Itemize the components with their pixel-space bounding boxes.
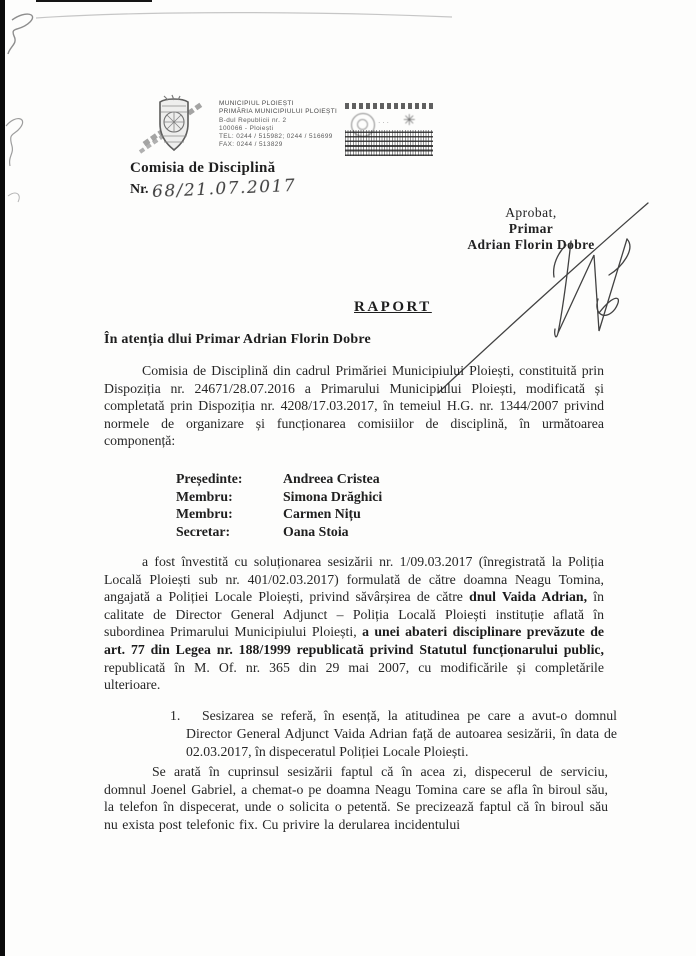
member-name: Oana Stoia xyxy=(283,524,349,540)
member-role: Președinte: xyxy=(176,471,243,486)
committee-members-table xyxy=(176,470,382,541)
scan-edge-strip xyxy=(0,0,5,956)
handwritten-number: 68/21.07.2017 xyxy=(151,175,297,203)
approval-name: Adrian Florin Dobre xyxy=(467,237,595,252)
table-row xyxy=(176,523,382,541)
list-item-number: 1. xyxy=(170,708,181,723)
closing-paragraph: Se arată în cuprinsul sesizării faptul că în acea zi, dispecerul de serviciu, domnul Joenel Gabriel, a chemat-o pe doamna Neagu Tomina care se afla în biroul său, la telefon în dispecerat, unde o solicita o petentă. Se precizează faptul că în biroul său nu exista post telefonic fix. Cu privire la derularea incidentului xyxy=(104,764,608,832)
member-role: Secretar: xyxy=(176,524,231,540)
attention-line: În atenția dlui Primar Adrian Florin Dobre xyxy=(104,332,371,347)
letterhead-address2: 100066 - Ploiești xyxy=(219,124,274,132)
letterhead-fax: FAX: 0244 / 513829 xyxy=(219,141,283,149)
investiture-paragraph xyxy=(104,553,604,694)
letterhead-address1: B-dul Republicii nr. 2 xyxy=(219,116,287,124)
table-row xyxy=(176,470,382,488)
corner-squiggle-artifact xyxy=(2,6,62,236)
committee-name-heading: Comisia de Disciplină xyxy=(130,160,276,176)
postage-meter-stamp xyxy=(345,103,435,159)
stamp-dense-text-block xyxy=(345,130,433,156)
list-item-1 xyxy=(170,707,617,760)
coat-of-arms-icon xyxy=(136,94,214,160)
member-name: Simona Drăghici xyxy=(283,488,383,504)
table-row xyxy=(176,505,382,523)
intro-paragraph: Comisia de Disciplină din cadrul Primăriei Municipiului Ploiești, constituită prin Dispoziția nr. 24671/28.07.2016 a Primarului Municipiului Ploiești, modificată și completată prin Dispoziția nr. 4208/17.03.2017, în temeiul H.G. nr. 1344/2007 privind normele de organizare și funcționarea comisiilor de disciplină, în următoarea componență: xyxy=(104,363,604,449)
number-label: Nr. xyxy=(130,182,149,197)
investiture-seg1: a fost învestită cu soluționarea sesizării nr. 1/09.03.2017 (înregistrată la Poliția Locală Ploiești sub nr. 401/02.03.2017) formulată de către doamna Neagu Tomina, angajată a Poliției Locale Ploiești, privind săvârșirea de către xyxy=(104,554,604,605)
approval-word: Aprobat, xyxy=(505,205,557,220)
list-item-text: Sesizarea se referă, în esență, la atitudinea pe care a avut-o domnul Director General Adjunct Vaida Adrian față de autoarea sesizării, în data de 02.03.2017, în dispeceratul Poliției Locale Ploiești. xyxy=(186,708,617,759)
stamp-barcode-icon xyxy=(345,103,433,109)
member-name: Carmen Nițu xyxy=(283,506,361,522)
investiture-bold-law: a unei abateri disciplinare prevăzute de art. 77 din Legea nr. 188/1999 republicată privind Statutul funcționarului public, xyxy=(104,624,604,657)
letterhead-org-line2: PRIMĂRIA MUNICIPIULUI PLOIEȘTI xyxy=(219,108,338,116)
table-row xyxy=(176,488,382,506)
letterhead-org-line1: MUNICIPIUL PLOIEȘTI xyxy=(219,100,294,107)
member-name: Andreea Cristea xyxy=(283,471,380,486)
scan-top-edge xyxy=(36,0,152,2)
investiture-seg3: în calitate de Director General Adjunct – Poliția Locală Ploiești instituție aflată în subordinea Primarului Municipiului Ploiești, xyxy=(104,589,604,640)
registration-number-line xyxy=(130,175,297,203)
letterhead-phone: TEL: 0244 / 515982; 0244 / 516699 xyxy=(219,133,333,141)
document-title: RAPORT xyxy=(354,299,432,315)
stamp-dots: ··· xyxy=(378,119,391,127)
investiture-seg5: republicată în M. Of. nr. 365 din 29 mai 2007, cu modificările și completările ulterioare. xyxy=(104,659,604,693)
page-top-curl-line xyxy=(34,8,454,24)
investiture-bold-name: dnul Vaida Adrian, xyxy=(469,589,588,605)
approval-title: Primar xyxy=(508,221,554,236)
member-role: Membru: xyxy=(176,488,233,504)
member-role: Membru: xyxy=(176,506,233,522)
stamp-star-icon: ✳ xyxy=(403,113,418,129)
